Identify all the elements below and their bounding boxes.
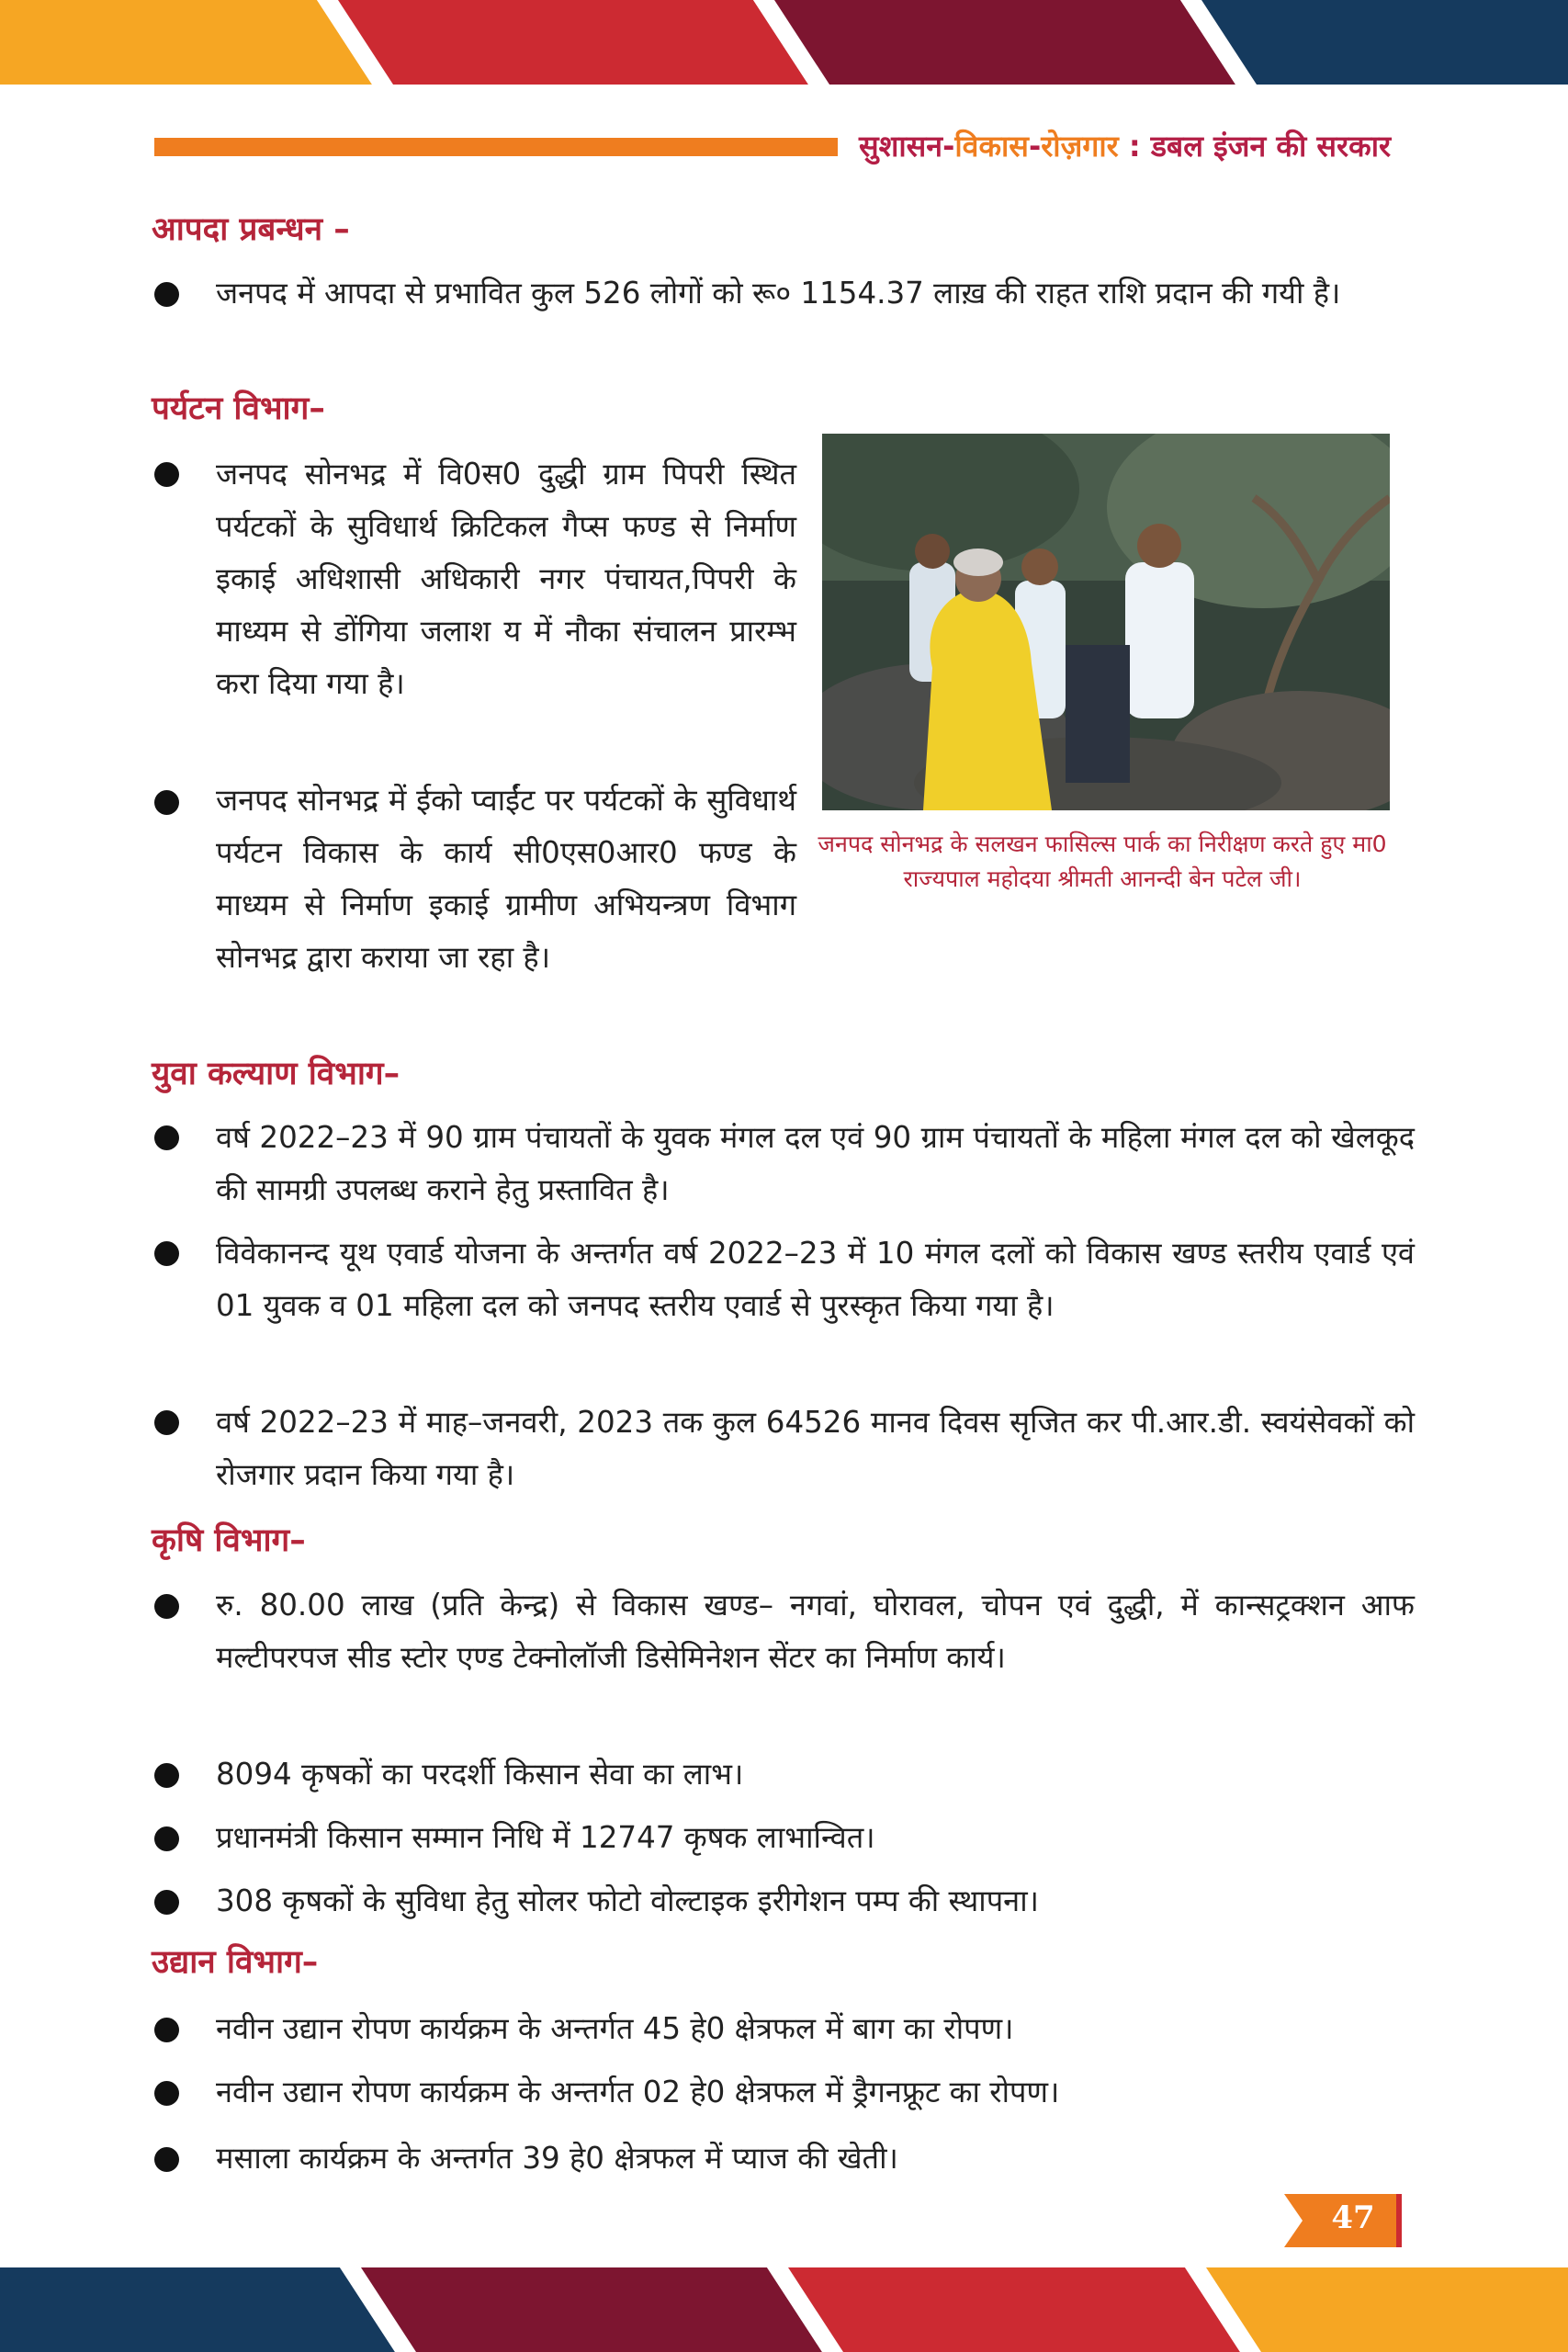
bullet-icon xyxy=(154,2018,179,2042)
heading-apda-prabandhan: आपदा प्रबन्धन – xyxy=(152,211,350,248)
udyan-item-3: मसाला कार्यक्रम के अन्तर्गत 39 हे0 क्षेत्रफल में प्याज की खेती। xyxy=(216,2141,898,2176)
krishi-item-2: 8094 कृषकों का परदर्शी किसान सेवा का लाभ। xyxy=(216,1757,744,1792)
bullet-icon xyxy=(154,1241,179,1266)
krishi-item-1: रु. 80.00 लाख (प्रति केन्द्र) से विकास खण्ड– नगवां, घोरावल, चोपन एवं दुद्धी, में कान्सट्रक्शन आफ मल्टीपरपज सीड स्टोर एण्ड टेक्नोलॉजी डिसेमिनेशन सेंटर का निर्माण कार्य। xyxy=(216,1588,1415,1675)
udyan-item-1: नवीन उद्यान रोपण कार्यक्रम के अन्तर्गत 45 हे0 क्षेत्रफल में बाग का रोपण। xyxy=(216,2011,1014,2046)
yuva-item-1: वर्ष 2022–23 में 90 ग्राम पंचायतों के युवक मंगल दल एवं 90 ग्राम पंचायतों के महिला मंगल दल को खेलकूद की सामग्री उपलब्ध कराने हेतु प्रस्तावित है। xyxy=(216,1120,1415,1207)
krishi-item-3: प्रधानमंत्री किसान सम्मान निधि में 12747 कृषक लाभान्वित। xyxy=(216,1820,875,1855)
bullet-icon xyxy=(154,1594,179,1619)
bullet-icon xyxy=(154,790,179,815)
bullet-icon xyxy=(154,1125,179,1150)
running-header-title: सुशासन-विकास-रोज़गार : डबल इंजन की सरकार xyxy=(859,129,1392,164)
bullet-icon xyxy=(154,1890,179,1915)
heading-yuva-kalyan-vibhag: युवा कल्याण विभाग– xyxy=(152,1056,400,1092)
photo-caption: जनपद सोनभद्र के सलखन फासिल्स पार्क का निरीक्षण करते हुए मा0 राज्यपाल महोदया श्रीमती आनन्दी बेन पटेल जी। xyxy=(818,831,1387,892)
governor-inspection-photo xyxy=(822,434,1390,810)
bullet-icon xyxy=(154,282,179,307)
paryatan-item-2: जनपद सोनभद्र में ईको प्वाईंट पर पर्यटकों के सुविधार्थ पर्यटन विकास के कार्य सी0एस0आर0 फण्ड के माध्यम से निर्माण इकाई ग्रामीण अभियन्त्रण विभाग सोनभद्र द्वारा कराया जा रहा है। xyxy=(216,783,796,975)
page-number: 47 xyxy=(1331,2199,1375,2236)
heading-krishi-vibhag: कृषि विभाग– xyxy=(152,1522,306,1559)
bullet-icon xyxy=(154,1826,179,1851)
bullet-icon xyxy=(154,2081,179,2106)
bullet-icon xyxy=(154,1763,179,1788)
bullet-icon xyxy=(154,462,179,487)
page-number-tab xyxy=(1284,2194,1405,2247)
heading-paryatan-vibhag: पर्यटन विभाग– xyxy=(152,390,325,427)
apda-item-1: जनपद में आपदा से प्रभावित कुल 526 लोगों को रू० 1154.37 लाख़ की राहत राशि प्रदान की गयी है। xyxy=(216,276,1341,311)
krishi-item-4: 308 कृषकों के सुविधा हेतु सोलर फोटो वोल्टाइक इरीगेशन पम्प की स्थापना। xyxy=(216,1883,1039,1918)
yuva-item-2: विवेकानन्द यूथ एवार्ड योजना के अन्तर्गत वर्ष 2022–23 में 10 मंगल दलों को विकास खण्ड स्तरीय एवार्ड एवं 01 युवक व 01 महिला दल को जनपद स्तरीय एवार्ड से पुरस्कृत किया गया है। xyxy=(216,1236,1415,1323)
yuva-item-3: वर्ष 2022–23 में माह–जनवरी, 2023 तक कुल 64526 मानव दिवस सृजित कर पी.आर.डी. स्वयंसेवकों को रोजगार प्रदान किया गया है। xyxy=(216,1405,1415,1492)
paryatan-item-1: जनपद सोनभद्र में वि0स0 दुद्धी ग्राम पिपरी स्थित पर्यटकों के सुविधार्थ क्रिटिकल गैप्स फण्ड से निर्माण इकाई अधिशासी अधिकारी नगर पंचायत,पिपरी के माध्यम से डोंगिया जलाश य में नौका संचालन प्रारम्भ करा दिया गया है। xyxy=(216,457,796,701)
bullet-icon xyxy=(154,2147,179,2172)
header-rule xyxy=(154,138,838,156)
bottom-decorative-band xyxy=(0,2267,1568,2352)
top-decorative-band xyxy=(0,0,1568,85)
heading-udyan-vibhag: उद्यान विभाग– xyxy=(152,1944,319,1981)
udyan-item-2: नवीन उद्यान रोपण कार्यक्रम के अन्तर्गत 02 हे0 क्षेत्रफल में ड्रैगनफ्रूट का रोपण। xyxy=(216,2075,1060,2109)
bullet-icon xyxy=(154,1410,179,1435)
